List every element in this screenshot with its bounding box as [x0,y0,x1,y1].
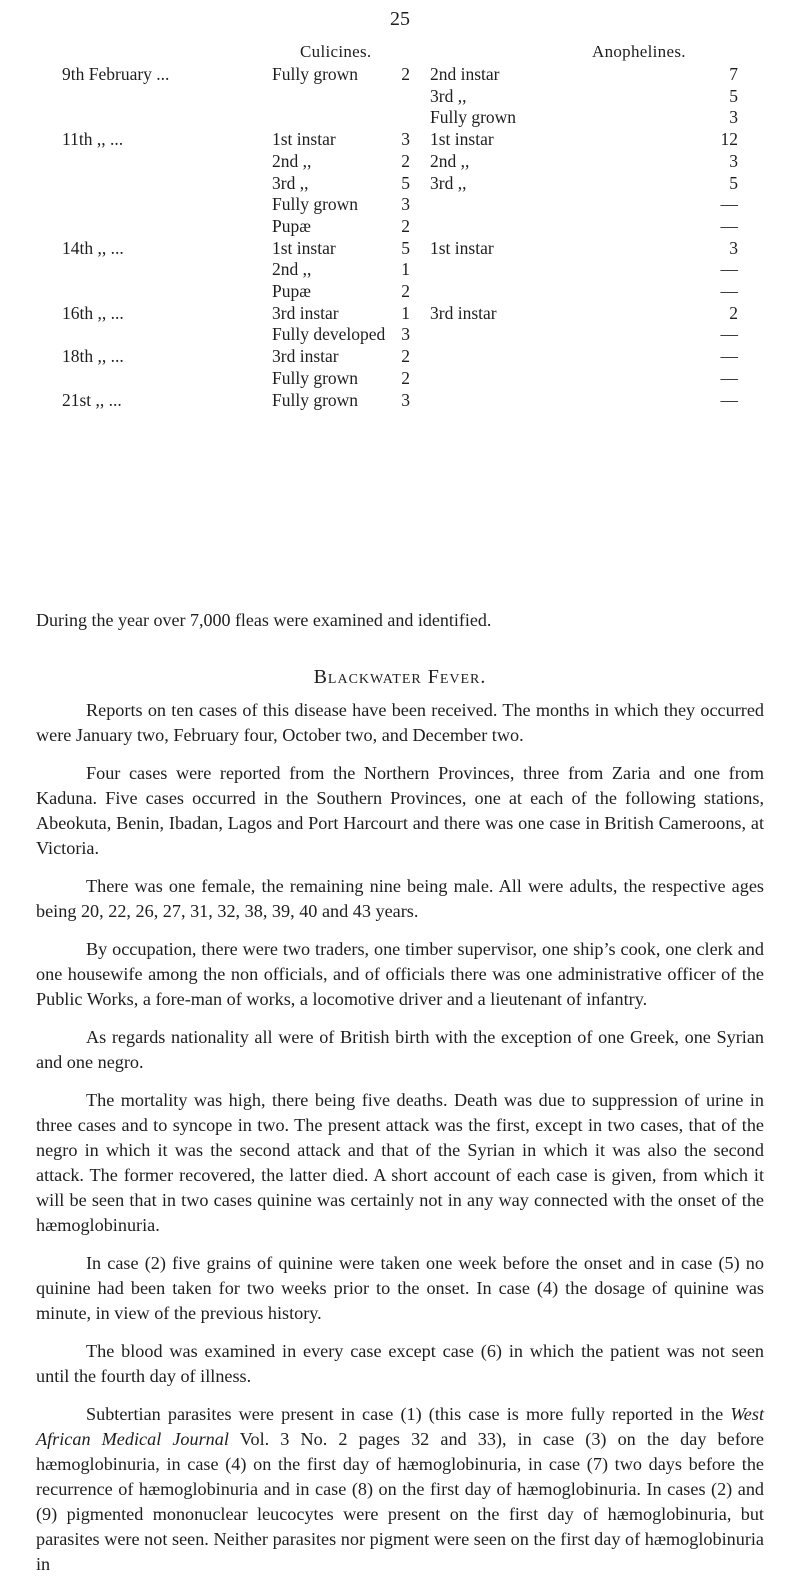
anopheline-count-cell: — [720,281,738,301]
culicine-count-cell: 5 [401,237,410,258]
paragraph: Four cases were reported from the Northern Provinces, three from Zaria and one from Kaduna. Five cases occurred in the Southern Provinces, one at each of the following stations, Abeokuta, Benin, Ibadan, Lagos and Port Harcourt and there was one case in British Cameroons, at Victoria. [36,763,764,858]
culicine-count-cell: 1 [401,259,410,280]
date-cell: 14th ,, ... [62,237,124,258]
paragraph: By occupation, there were two traders, one timber supervisor, one ship’s cook, one clerk and one housewife among the non officials, and of officials there was one administrative officer of the Public Works, a fore-man of works, a locomotive driver and a lieutenant of infantry. [36,939,764,1009]
anopheline-stage-cell: 3rd instar [430,302,497,323]
culicine-count-cell: 2 [401,150,410,171]
summary-line: During the year over 7,000 fleas were examined and identified. [36,610,492,630]
culicine-count-cell: 2 [401,64,410,84]
page-number: 25 [390,8,410,30]
anopheline-count-cell: 7 [729,64,738,84]
anopheline-count-cell: — [720,389,738,410]
culicine-stage-cell: Fully grown [272,367,359,388]
anopheline-count-cell: — [720,215,738,236]
table-row [0,281,800,303]
anophelines-header: Anophelines. [592,42,686,61]
date-cell: 11th ,, ... [62,129,124,150]
table-row [0,194,800,216]
anopheline-count-cell: 5 [729,85,738,106]
anopheline-stage-cell: 3rd ,, [430,85,467,106]
culicine-stage-cell: Fully developed [272,324,386,345]
table-row [0,346,800,368]
table-row [0,86,800,108]
anopheline-count-cell: 3 [729,150,738,171]
culicine-stage-cell: Pupæ [272,281,311,301]
text-segment: Subtertian parasites were present in case (1) (this case is more fully reported in the [86,1404,731,1424]
culicine-count-cell: 2 [401,346,410,367]
anopheline-count-cell: 3 [729,107,738,128]
journal-title: West African Medical Journal [36,1404,764,1449]
anopheline-stage-cell: 1st instar [430,237,494,258]
paragraph: In case (2) five grains of quinine were taken one week before the onset and in case (5) no quinine had been taken for two weeks prior to the onset. In case (4) the dosage of quinine was minute, in view of the previous history. [36,1253,764,1323]
text-segment: Vol. 3 No. 2 pages 32 and 33), in case (3) on the day before hæmoglobinuria, in case (4) on the first day of hæmoglobinuria, in case (7) two days before the recurrence of hæmoglobinuria and in case (8) on the first day of hæmoglobinuria. In cases (2) and (9) pigmented mononuclear leucocytes were present on the first day of hæmoglobinuria, but parasites were not seen. Neither parasites nor pigment were seen on the first day of hæmoglobinuria in [36,1429,764,1574]
section-heading: Blackwater Fever. [313,666,487,688]
culicine-stage-cell: 3rd instar [272,302,339,323]
culicine-count-cell: 1 [401,302,410,323]
paragraph: The blood was examined in every case except case (6) in which the patient was not seen until the fourth day of illness. [36,1341,764,1386]
table-row [0,368,800,390]
anopheline-stage-cell: Fully grown [430,107,517,128]
culicine-count-cell: 3 [401,324,410,345]
culicine-count-cell: 2 [401,367,410,388]
table-row [0,129,800,151]
paragraph: As regards nationality all were of British birth with the exception of one Greek, one Syrian and one negro. [36,1027,764,1072]
anopheline-stage-cell: 1st instar [430,129,494,150]
anopheline-count-cell: 2 [729,302,738,323]
anopheline-stage-cell: 3rd ,, [430,172,467,193]
table-row [0,303,800,325]
anopheline-count-cell: 12 [720,129,738,150]
table-row [0,64,800,86]
table-row [0,107,800,129]
table-row [0,173,800,195]
anopheline-count-cell: — [720,367,738,388]
table-row [0,151,800,173]
table-row [0,259,800,281]
anopheline-count-cell: — [720,324,738,345]
paragraph: Reports on ten cases of this disease have been received. The months in which they occurred were January two, February four, October two, and December two. [36,700,764,745]
culicine-count-cell: 2 [401,215,410,236]
date-cell: 18th ,, ... [62,346,124,367]
culicine-stage-cell: Fully grown [272,194,359,215]
anopheline-count-cell: — [720,194,738,215]
culicine-count-cell: 3 [401,389,410,410]
culicine-stage-cell: Fully grown [272,64,359,84]
table-row [0,238,800,260]
culicine-stage-cell: Pupæ [272,215,311,236]
culicine-count-cell: 3 [401,129,410,150]
table-row [0,216,800,238]
culicine-stage-cell: 1st instar [272,129,336,150]
paragraph-last [36,1402,764,1577]
anopheline-count-cell: — [720,259,738,280]
date-cell: 16th ,, ... [62,302,124,323]
culicine-stage-cell: 1st instar [272,237,336,258]
body-text [36,698,764,1590]
culicine-stage-cell: 3rd ,, [272,172,309,193]
culicine-stage-cell: 2nd ,, [272,259,312,280]
date-cell: 9th February ... [62,64,170,84]
culicine-count-cell: 2 [401,281,410,301]
culicine-count-cell: 3 [401,194,410,215]
anopheline-count-cell: 5 [729,172,738,193]
date-cell: 21st ,, ... [62,389,122,410]
anopheline-stage-cell: 2nd instar [430,64,500,84]
table-row [0,390,800,412]
paragraph: The mortality was high, there being five deaths. Death was due to suppression of urine in three cases and to syncope in two. The present attack was the first, except in two cases, that of the negro in which it was the second attack and that of the Syrian in which it was also the second attack. The former recovered, the latter died. A short account of each case is given, from which it will be seen that in two cases quinine was certainly not in any way connected with the onset of the hæmoglobinuria. [36,1090,764,1235]
culicines-header: Culicines. [300,42,372,61]
anopheline-count-cell: — [720,346,738,367]
table-row [0,324,800,346]
paragraph: There was one female, the remaining nine being male. All were adults, the respective ages being 20, 22, 26, 27, 31, 32, 38, 39, 40 and 43 years. [36,876,764,921]
culicine-count-cell: 5 [401,172,410,193]
anopheline-count-cell: 3 [729,237,738,258]
culicine-stage-cell: 2nd ,, [272,150,312,171]
anopheline-stage-cell: 2nd ,, [430,150,470,171]
culicine-stage-cell: Fully grown [272,389,359,410]
culicine-stage-cell: 3rd instar [272,346,339,367]
